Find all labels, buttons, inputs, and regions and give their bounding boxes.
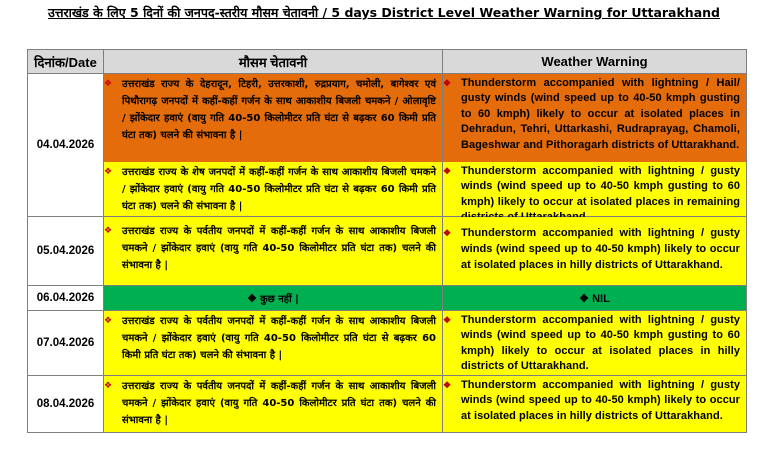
header-row xyxy=(28,50,747,74)
english-warning-cell: ❖ NIL xyxy=(443,286,747,311)
yellow-warning-hindi: ❖ उत्तराखंड राज्य के शेष जनपदों में कहीं-कहीं गर्जन के साथ आकाशीय बिजली चमकने / झोंकेदार हवाएं (वायु गति 40-50 किलोमीटर प्रति घंटा से बढ़कर 60 किमी प्रति घंटा तक) चलने की संभावना है | xyxy=(104,162,442,216)
date-cell: 08.04.2026 xyxy=(28,376,104,433)
hindi-warning-cell xyxy=(104,311,443,376)
english-warning-cell xyxy=(443,311,747,376)
table-row xyxy=(28,311,747,376)
orange-warning-hindi: ❖ उत्तराखंड राज्य के देहरादून, टिहरी, उत्तरकाशी, रुद्रप्रयाग, चमोली, बागेश्वर एवं पिथौरागढ़ जनपदों में कहीं-कहीं गर्जन के साथ आकाशीय बिजली चमकने / ओलावृष्टि / झोंकेदार हवाएं (वायु गति 40-50 किलोमीटर प्रति घंटा से बढ़कर 60 किमी प्रति घंटा तक) चलने की संभावना है | xyxy=(104,74,442,162)
english-warning-cell xyxy=(443,217,747,286)
document-title: उत्तराखंड के लिए 5 दिनों की जनपद-स्तरीय मौसम चेतावनी / 5 days District Level Weather Warning for Uttarakhand xyxy=(47,5,720,20)
date-cell: 05.04.2026 xyxy=(28,217,104,286)
orange-warning-english: ❖ Thunderstorm accompanied with lightning / Hail/ gusty winds (wind speed up to 40-50 kmph gusting to 60 kmph) likely to occur at isolated places in Dehradun, Tehri, Uttarkashi, Rudraprayag, Chamoli, Bageshwar and Pithoragarh districts of Uttarakhand. xyxy=(443,74,746,162)
date-cell: 06.04.2026 xyxy=(28,286,104,311)
bullet-icon: ❖ xyxy=(247,293,258,305)
bullet-icon: ❖ xyxy=(443,78,452,88)
hindi-warning-cell: ❖ कुछ नहीं | xyxy=(104,286,443,311)
bullet-icon: ❖ xyxy=(443,166,452,176)
yellow-warning-english: ❖ Thunderstorm accompanied with lightning / gusty winds (wind speed up to 40-50 kmph gusting to 60 kmph) likely to occur at isolated places in remaining xyxy=(443,162,746,216)
table-row xyxy=(28,74,747,217)
hindi-warning-cell xyxy=(104,376,443,433)
bullet-icon: ❖ xyxy=(579,292,590,305)
hindi-warning-cell xyxy=(104,74,443,217)
date-cell: 07.04.2026 xyxy=(28,311,104,376)
table-row xyxy=(28,286,747,311)
bullet-icon: ❖ xyxy=(443,380,452,390)
bullet-icon: ❖ xyxy=(443,228,452,238)
hindi-warning-header: मौसम चेतावनी xyxy=(104,50,443,74)
english-warning-header: Weather Warning xyxy=(443,50,747,74)
bullet-icon: ❖ xyxy=(104,226,113,236)
table-row xyxy=(28,217,747,286)
bullet-icon: ❖ xyxy=(104,381,113,391)
yellow-warning-hindi: ❖ उत्तराखंड राज्य के पर्वतीय जनपदों में कहीं-कहीं गर्जन के साथ आकाशीय बिजली चमकने / झोंकेदार हवाएं (वायु गति 40-50 किलोमीटर प्रति घंटा से बढ़कर 60 किमी प्रति घंटा तक) चलने की संभावना है | xyxy=(104,311,442,375)
bullet-icon: ❖ xyxy=(104,79,113,89)
date-cell: 04.04.2026 xyxy=(28,74,104,217)
warning-table xyxy=(27,49,747,433)
english-warning-cell xyxy=(443,376,747,433)
bullet-icon: ❖ xyxy=(443,315,452,325)
yellow-warning-english: ❖ Thunderstorm accompanied with lightning / gusty winds (wind speed up to 40-50 kmph) likely to occur at isolated places in hilly districts of Uttarakhand. xyxy=(443,376,746,432)
hindi-warning-cell xyxy=(104,217,443,286)
yellow-warning-hindi: ❖ उत्तराखंड राज्य के पर्वतीय जनपदों में कहीं-कहीं गर्जन के साथ आकाशीय बिजली चमकने / झोंकेदार हवाएं (वायु गति 40-50 किलोमीटर प्रति घंटा तक) चलने की संभावना है | xyxy=(104,217,442,285)
bullet-icon: ❖ xyxy=(104,316,113,326)
yellow-warning-english: ❖ Thunderstorm accompanied with lightning / gusty winds (wind speed up to 40-50 kmph) likely to occur at isolated places in hilly districts of Uttarakhand. xyxy=(443,217,746,285)
yellow-warning-hindi: ❖ उत्तराखंड राज्य के पर्वतीय जनपदों में कहीं-कहीं गर्जन के साथ आकाशीय बिजली चमकने / झोंकेदार हवाएं (वायु गति 40-50 किलोमीटर प्रति घंटा तक) चलने की संभावना है | xyxy=(104,376,442,432)
yellow-warning-english: ❖ Thunderstorm accompanied with lightning / gusty winds (wind speed up to 40-50 kmph gusting to 60 kmph) likely to occur at isolated places in hilly districts of Uttarakhand. xyxy=(443,311,746,375)
bullet-icon: ❖ xyxy=(104,167,113,177)
date-header: दिनांक/Date xyxy=(28,50,104,74)
english-warning-cell xyxy=(443,74,747,217)
table-row xyxy=(28,376,747,433)
